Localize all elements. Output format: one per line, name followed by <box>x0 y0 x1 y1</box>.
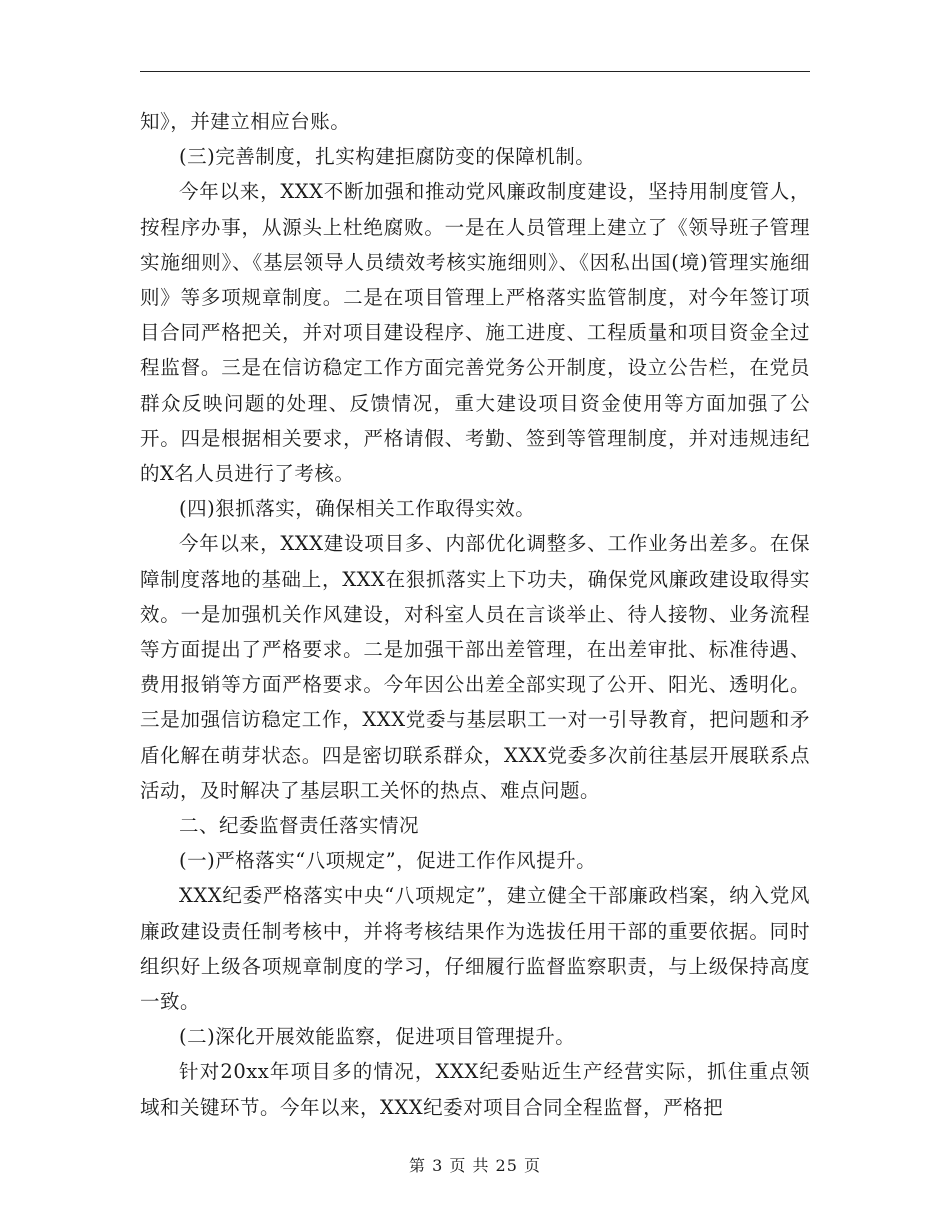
paragraph-5: 今年以来，XXX建设项目多、内部优化调整多、工作业务出差多。在保障制度落地的基础上，XXX在狠抓落实上下功夫，确保党风廉政建设取得实效。一是加强机关作风建设，对科室人员在言谈举止、待人接物、业务流程等方面提出了严格要求。二是加强干部出差管理，在出差审批、标准待遇、费用报销等方面严格要求。今年因公出差全部实现了公开、阳光、透明化。三是加强信访稳定工作，XXX党委与基层职工一对一引导教育，把问题和矛盾化解在萌芽状态。四是密切联系群众，XXX党委多次前往基层开展联系点活动，及时解决了基层职工关怀的热点、难点问题。 <box>140 532 810 802</box>
section-heading: 二、纪委监督责任落实情况 <box>179 814 420 838</box>
paragraph-10: 针对20xx年项目多的情况，XXX纪委贴近生产经营实际，抓住重点领域和关键环节。今年以来，XXX纪委对项目合同全程监督，严格把 <box>140 1060 810 1119</box>
paragraph-1: 知》，并建立相应台账。 <box>140 110 351 133</box>
paragraph-7: (一)严格落实“八项规定”，促进工作作风提升。 <box>179 849 597 873</box>
paragraph-3: 今年以来，XXX不断加强和推动党风廉政制度建设，坚持用制度管人，按程序办事，从源头上杜绝腐败。一是在人员管理上建立了《领导班子管理实施细则》、《基层领导人员绩效考核实施细则》、《因私出国(境)管理实施细则》等多项规章制度。二是在项目管理上严格落实监管制度，对今年签订项目合同严格把关，并对项目建设程序、施工进度、工程质量和项目资金全过程监督。三是在信访稳定工作方面完善党务公开制度，设立公告栏，在党员群众反映问题的处理、反馈情况，重大建设项目资金使用等方面加强了公开。四是根据相关要求，严格请假、考勤、签到等管理制度，并对违规违纪的X名人员进行了考核。 <box>140 180 810 486</box>
paragraph-8: XXX纪委严格落实中央“八项规定”，建立健全干部廉政档案，纳入党风廉政建设责任制考核中，并将考核结果作为选拔任用干部的重要依据。同时组织好上级各项规章制度的学习，仔细履行监督监察职责，与上级保持高度一致。 <box>140 884 810 1014</box>
paragraph-2: (三)完善制度，扎实构建拒腐防变的保障机制。 <box>179 145 596 169</box>
page-number: 第 3 页 共 25 页 <box>409 1156 541 1175</box>
paragraph-9: (二)深化开展效能监察，促进项目管理提升。 <box>179 1025 576 1049</box>
document-body <box>140 104 810 1125</box>
paragraph-4: (四)狠抓落实，确保相关工作取得实效。 <box>179 497 536 521</box>
header-rule <box>140 71 810 72</box>
